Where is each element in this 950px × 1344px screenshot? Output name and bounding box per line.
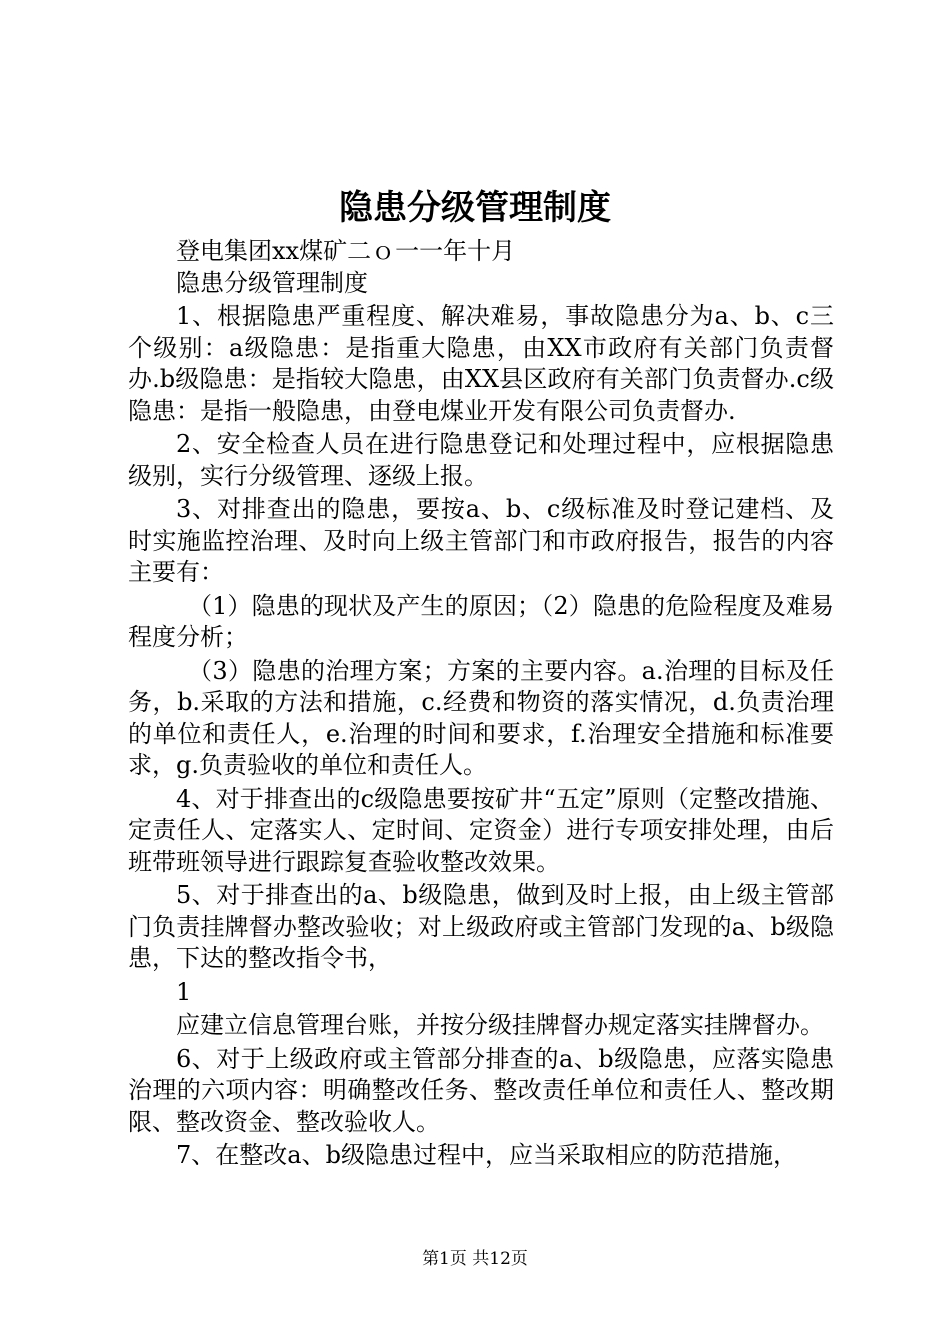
document-title: 隐患分级管理制度 [339, 188, 611, 228]
inline-page-number: 1 [176, 977, 192, 1006]
paragraph-item-4: 4、对于排查出的c级隐患要按矿井“五定”原则（定整改措施、定责任人、定落实人、定时间、定资金）进行专项安排处理，由后班带班领导进行跟踪复查验收整改效果。 [128, 784, 834, 876]
paragraph-item-5-continued: 应建立信息管理台账，并按分级挂牌督办规定落实挂牌督办。 [176, 1011, 824, 1039]
paragraph-subtitle: 隐患分级管理制度 [176, 268, 368, 297]
paragraph-item-6: 6、对于上级政府或主管部分排查的a、b级隐患，应落实隐患治理的六项内容：明确整改任务、整改责任单位和责任人、整改期限、整改资金、整改验收人。 [128, 1044, 834, 1136]
page-footer: 第1页 共12页 [422, 1249, 528, 1269]
paragraph-sub-1-2: （1）隐患的现状及产生的原因；（2）隐患的危险程度及难易程度分析； [128, 591, 834, 651]
paragraph-item-2: 2、安全检查人员在进行隐患登记和处理过程中，应根据隐患级别，实行分级管理、逐级上报。 [128, 430, 834, 490]
paragraph-item-5: 5、对于排查出的a、b级隐患，做到及时上报，由上级主管部门负责挂牌督办整改验收；对上级政府或主管部门发现的a、b级隐患，下达的整改指令书， [128, 881, 834, 972]
paragraph-header-line: 登电集团xx煤矿二ｏ一一年十月 [176, 237, 516, 265]
document-body [128, 236, 834, 1172]
paragraph-item-1: 1、根据隐患严重程度、解决难易，事故隐患分为a、b、c三个级别：a级隐患：是指重大隐患，由XX市政府有关部门负责督办.b级隐患：是指较大隐患，由XX县区政府有关部门负责督办.c级隐患：是指一般隐患，由登电煤业开发有限公司负责督办. [128, 302, 834, 425]
paragraph-item-3: 3、对排查出的隐患，要按a、b、c级标准及时登记建档、及时实施监控治理、及时向上级主管部门和市政府报告，报告的内容主要有： [128, 495, 834, 586]
paragraph-sub-3: （3）隐患的治理方案；方案的主要内容。a.治理的目标及任务，b.采取的方法和措施，c.经费和物资的落实情况，d.负责治理的单位和责任人，e.治理的时间和要求，f.治理安全措施和标准要求，g.负责验收的单位和责任人。 [128, 656, 834, 779]
paragraph-item-7: 7、在整改a、b级隐患过程中，应当采取相应的防范措施， [176, 1141, 797, 1169]
